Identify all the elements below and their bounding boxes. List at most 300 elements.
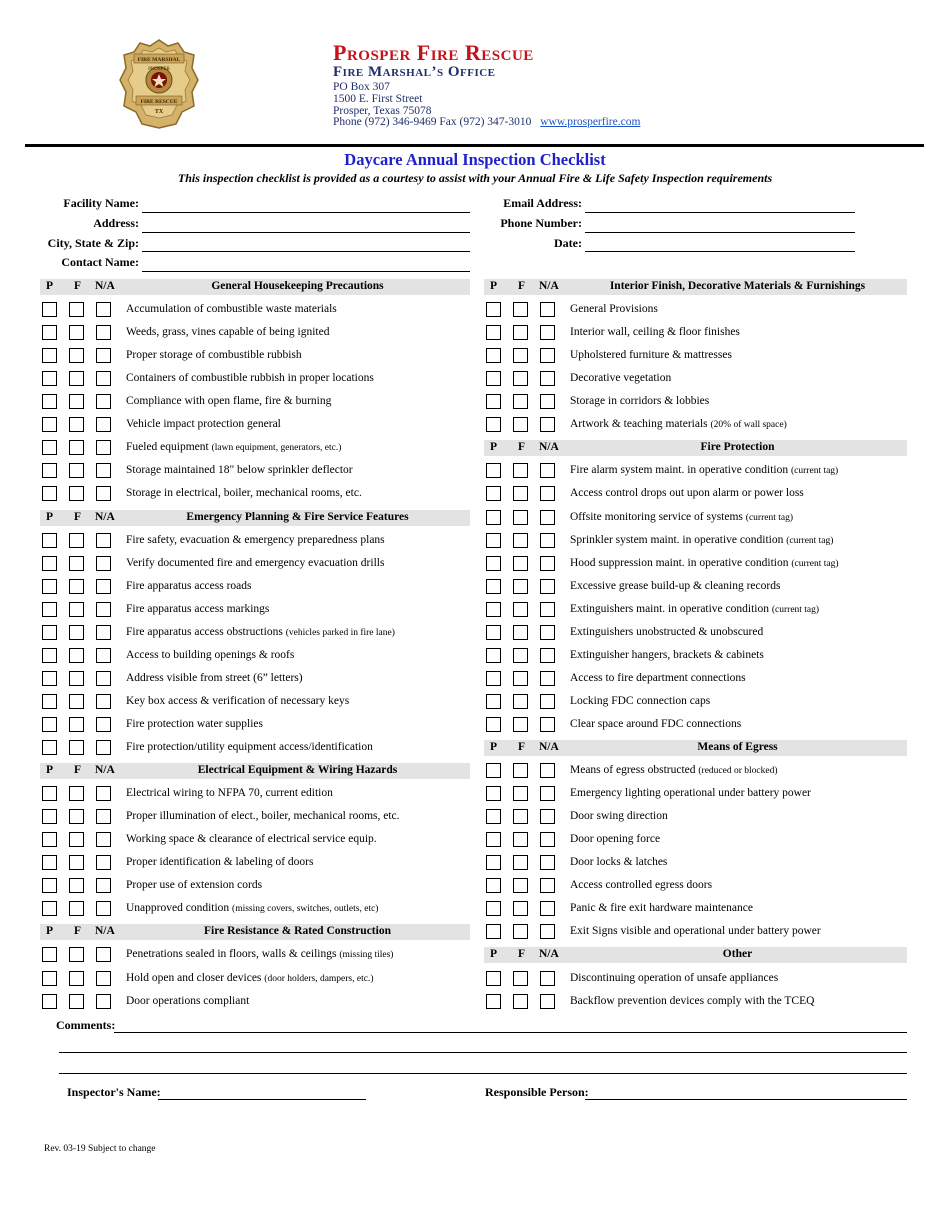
checklist-item bbox=[570, 718, 741, 730]
checkbox-na[interactable] bbox=[96, 809, 111, 824]
checkbox-f[interactable] bbox=[513, 971, 528, 986]
checklist-item bbox=[570, 303, 658, 315]
checkbox-na[interactable] bbox=[96, 901, 111, 916]
checkbox-na[interactable] bbox=[96, 463, 111, 478]
checkbox-f[interactable] bbox=[513, 717, 528, 732]
checkbox-na[interactable] bbox=[96, 947, 111, 962]
section-title-other: Other bbox=[722, 948, 753, 961]
checkbox-p[interactable] bbox=[42, 417, 57, 432]
item-text: Electrical wiring to NFPA 70, current edition bbox=[126, 787, 333, 800]
checkbox-na[interactable] bbox=[540, 302, 555, 317]
checklist-item bbox=[126, 603, 269, 615]
checkbox-p[interactable] bbox=[486, 671, 501, 686]
checkbox-na[interactable] bbox=[540, 717, 555, 732]
checklist-item bbox=[570, 810, 668, 822]
item-text: Clear space around FDC connections bbox=[570, 717, 742, 730]
checkbox-na[interactable] bbox=[96, 717, 111, 732]
checkbox-p[interactable] bbox=[42, 371, 57, 386]
checkbox-p[interactable] bbox=[42, 786, 57, 801]
checkbox-na[interactable] bbox=[540, 763, 555, 778]
checkbox-f[interactable] bbox=[69, 486, 84, 501]
badge-text-mid: PROSPER bbox=[148, 67, 170, 72]
section-title-fire-resistance-and-rated-construction: Fire Resistance & Rated Construction bbox=[204, 925, 391, 938]
item-text: Discontinuing operation of unsafe appliances bbox=[570, 971, 779, 984]
facility-name-label: Facility Name: bbox=[63, 196, 139, 210]
checkbox-p[interactable] bbox=[486, 486, 501, 501]
col-label-f: F bbox=[518, 441, 526, 454]
checklist-item bbox=[126, 649, 294, 661]
section-title-interior-finish-decorative-materials-and-furnishings: Interior Finish, Decorative Materials & Furnishings bbox=[609, 280, 866, 292]
checkbox-p[interactable] bbox=[486, 302, 501, 317]
checkbox-f[interactable] bbox=[513, 302, 528, 317]
checkbox-na[interactable] bbox=[540, 325, 555, 340]
checklist-item bbox=[570, 787, 811, 799]
checkbox-f[interactable] bbox=[69, 394, 84, 409]
checkbox-p[interactable] bbox=[486, 855, 501, 870]
item-text: Extinguishers maint. in operative condition bbox=[570, 602, 772, 615]
contact-line bbox=[333, 116, 640, 129]
checkbox-na[interactable] bbox=[540, 994, 555, 1009]
item-note: (current tag) bbox=[786, 535, 834, 546]
checkbox-f[interactable] bbox=[513, 394, 528, 409]
checklist-item bbox=[126, 810, 400, 822]
checkbox-f[interactable] bbox=[513, 602, 528, 617]
checkbox-na[interactable] bbox=[96, 556, 111, 571]
checklist-item bbox=[126, 741, 373, 753]
checkbox-f[interactable] bbox=[69, 440, 84, 455]
checkbox-p[interactable] bbox=[486, 924, 501, 939]
checkbox-na[interactable] bbox=[96, 971, 111, 986]
checkbox-na[interactable] bbox=[540, 786, 555, 801]
checkbox-p[interactable] bbox=[42, 394, 57, 409]
checklist-item bbox=[126, 948, 393, 960]
checkbox-f[interactable] bbox=[513, 556, 528, 571]
checkbox-na[interactable] bbox=[96, 740, 111, 755]
checklist-item bbox=[570, 603, 819, 615]
document-title: Daycare Annual Inspection Checklist bbox=[344, 150, 606, 169]
checkbox-p[interactable] bbox=[486, 556, 501, 571]
checklist-item bbox=[126, 395, 331, 407]
checkbox-p[interactable] bbox=[42, 855, 57, 870]
address-label: Address: bbox=[93, 216, 139, 230]
section-title-fire-protection: Fire Protection bbox=[700, 441, 775, 454]
col-label-na: N/A bbox=[539, 948, 559, 961]
item-text: Working space & clearance of electrical service equip. bbox=[126, 833, 377, 846]
item-text: Panic & fire exit hardware maintenance bbox=[570, 902, 753, 915]
checklist-item bbox=[570, 372, 671, 384]
checkbox-f[interactable] bbox=[69, 302, 84, 317]
item-text: Exit Signs visible and operational under battery power bbox=[570, 925, 821, 938]
checkbox-f[interactable] bbox=[69, 740, 84, 755]
item-text: Storage in electrical, boiler, mechanical rooms, etc. bbox=[126, 487, 362, 500]
checkbox-f[interactable] bbox=[69, 417, 84, 432]
comments-line-1[interactable] bbox=[114, 1032, 907, 1033]
checkbox-p[interactable] bbox=[486, 694, 501, 709]
checkbox-p[interactable] bbox=[42, 579, 57, 594]
contact-name-field[interactable] bbox=[142, 271, 470, 272]
item-text: Access to building openings & roofs bbox=[126, 648, 295, 661]
checkbox-f[interactable] bbox=[513, 486, 528, 501]
checkbox-na[interactable] bbox=[96, 832, 111, 847]
checkbox-na[interactable] bbox=[540, 579, 555, 594]
checklist-item bbox=[570, 464, 838, 476]
fire-marshal-badge-logo bbox=[118, 38, 200, 130]
col-label-f: F bbox=[74, 925, 82, 938]
phone-number-label: Phone Number: bbox=[500, 216, 582, 230]
checkbox-p[interactable] bbox=[42, 463, 57, 478]
checkbox-na[interactable] bbox=[540, 463, 555, 478]
checkbox-p[interactable] bbox=[486, 463, 501, 478]
checkbox-f[interactable] bbox=[69, 463, 84, 478]
checklist-item bbox=[126, 995, 249, 1007]
item-text: Fire alarm system maint. in operative condition bbox=[570, 464, 792, 477]
checkbox-f[interactable] bbox=[513, 463, 528, 478]
checkbox-na[interactable] bbox=[96, 325, 111, 340]
item-note: (current tag) bbox=[771, 604, 820, 615]
col-label-p: P bbox=[490, 948, 498, 961]
checkbox-na[interactable] bbox=[540, 924, 555, 939]
checkbox-p[interactable] bbox=[42, 648, 57, 663]
checkbox-na[interactable] bbox=[540, 901, 555, 916]
item-note: (missing covers, switches, outlets, etc) bbox=[232, 904, 379, 915]
item-text: Door operations compliant bbox=[126, 994, 250, 1007]
checkbox-f[interactable] bbox=[69, 786, 84, 801]
checkbox-p[interactable] bbox=[42, 901, 57, 916]
col-label-p: P bbox=[490, 280, 498, 292]
checkbox-p[interactable] bbox=[486, 394, 501, 409]
checkbox-f[interactable] bbox=[513, 671, 528, 686]
contact-name-label: Contact Name: bbox=[61, 255, 139, 269]
checkbox-p[interactable] bbox=[42, 740, 57, 755]
item-text: Door opening force bbox=[570, 833, 661, 846]
section-title-general-housekeeping-precautions: General Housekeeping Precautions bbox=[211, 280, 384, 292]
checkbox-p[interactable] bbox=[486, 878, 501, 893]
checkbox-p[interactable] bbox=[486, 786, 501, 801]
checkbox-p[interactable] bbox=[486, 994, 501, 1009]
checkbox-p[interactable] bbox=[486, 901, 501, 916]
checkbox-na[interactable] bbox=[96, 533, 111, 548]
checklist-item bbox=[570, 695, 710, 707]
checkbox-na[interactable] bbox=[540, 602, 555, 617]
item-text: Proper use of extension cords bbox=[126, 879, 263, 892]
item-note: (current tag) bbox=[791, 466, 839, 477]
checkbox-na[interactable] bbox=[540, 671, 555, 686]
phone-fax: Phone (972) 346-9469 Fax (972) 347-3010 bbox=[333, 116, 532, 128]
checkbox-na[interactable] bbox=[96, 694, 111, 709]
checkbox-p[interactable] bbox=[486, 648, 501, 663]
checklist-item bbox=[126, 672, 303, 684]
col-label-f: F bbox=[518, 948, 526, 961]
checkbox-p[interactable] bbox=[486, 809, 501, 824]
item-text: Backflow prevention devices comply with the TCEQ bbox=[570, 994, 815, 1007]
checkbox-f[interactable] bbox=[69, 533, 84, 548]
col-label-f: F bbox=[74, 510, 82, 523]
checkbox-f[interactable] bbox=[69, 971, 84, 986]
checkbox-p[interactable] bbox=[42, 671, 57, 686]
checkbox-na[interactable] bbox=[96, 302, 111, 317]
item-text: Sprinkler system maint. in operative condition bbox=[570, 533, 787, 546]
item-note: (reduced or blocked) bbox=[698, 766, 778, 777]
checkbox-na[interactable] bbox=[540, 832, 555, 847]
checklist-item bbox=[126, 326, 329, 338]
checklist-item bbox=[570, 972, 778, 984]
checkbox-na[interactable] bbox=[96, 417, 111, 432]
checkbox-na[interactable] bbox=[540, 648, 555, 663]
checklist-item bbox=[126, 303, 337, 315]
checkbox-f[interactable] bbox=[69, 694, 84, 709]
checkbox-f[interactable] bbox=[69, 556, 84, 571]
checkbox-na[interactable] bbox=[540, 809, 555, 824]
item-text: Access control drops out upon alarm or power loss bbox=[570, 487, 804, 500]
checklist-item bbox=[126, 856, 313, 868]
checkbox-p[interactable] bbox=[42, 440, 57, 455]
checkbox-na[interactable] bbox=[540, 694, 555, 709]
item-note: (vehicles parked in fire lane) bbox=[285, 627, 395, 638]
checkbox-f[interactable] bbox=[69, 371, 84, 386]
checkbox-f[interactable] bbox=[513, 855, 528, 870]
checkbox-na[interactable] bbox=[540, 486, 555, 501]
checkbox-na[interactable] bbox=[540, 855, 555, 870]
checklist-item bbox=[126, 972, 374, 984]
checkbox-f[interactable] bbox=[69, 832, 84, 847]
checkbox-f[interactable] bbox=[69, 878, 84, 893]
checkbox-na[interactable] bbox=[96, 371, 111, 386]
checkbox-f[interactable] bbox=[69, 809, 84, 824]
address-city: Prosper, Texas 75078 bbox=[333, 105, 432, 117]
item-text: General Provisions bbox=[570, 303, 658, 316]
checkbox-p[interactable] bbox=[42, 971, 57, 986]
checkbox-p[interactable] bbox=[42, 947, 57, 962]
checkbox-na[interactable] bbox=[96, 625, 111, 640]
checkbox-p[interactable] bbox=[42, 533, 57, 548]
col-label-p: P bbox=[490, 441, 498, 454]
checkbox-f[interactable] bbox=[69, 579, 84, 594]
item-text: Fire protection/utility equipment access/identification bbox=[126, 741, 373, 753]
checkbox-f[interactable] bbox=[513, 371, 528, 386]
checkbox-na[interactable] bbox=[540, 348, 555, 363]
checkbox-f[interactable] bbox=[69, 348, 84, 363]
checkbox-na[interactable] bbox=[96, 579, 111, 594]
checkbox-na[interactable] bbox=[96, 648, 111, 663]
checklist-item bbox=[570, 418, 787, 430]
checkbox-p[interactable] bbox=[486, 325, 501, 340]
checkbox-p[interactable] bbox=[42, 348, 57, 363]
checkbox-p[interactable] bbox=[486, 763, 501, 778]
badge-text-bottom: FIRE RESCUE bbox=[140, 99, 178, 105]
checkbox-f[interactable] bbox=[513, 786, 528, 801]
checkbox-p[interactable] bbox=[42, 694, 57, 709]
checkbox-f[interactable] bbox=[513, 809, 528, 824]
checkbox-na[interactable] bbox=[540, 971, 555, 986]
item-text: Penetrations sealed in floors, walls & ceilings bbox=[126, 948, 340, 961]
checkbox-na[interactable] bbox=[96, 786, 111, 801]
item-text: Accumulation of combustible waste materials bbox=[126, 303, 337, 316]
checkbox-p[interactable] bbox=[486, 579, 501, 594]
item-text: Access to fire department connections bbox=[570, 671, 746, 684]
checkbox-na[interactable] bbox=[540, 533, 555, 548]
checklist-item bbox=[126, 557, 384, 569]
checkbox-na[interactable] bbox=[540, 417, 555, 432]
checkbox-f[interactable] bbox=[69, 325, 84, 340]
checkbox-na[interactable] bbox=[540, 625, 555, 640]
col-label-p: P bbox=[46, 510, 54, 523]
checkbox-p[interactable] bbox=[486, 371, 501, 386]
checklist-item bbox=[126, 902, 378, 914]
checkbox-f[interactable] bbox=[513, 994, 528, 1009]
comments-line-2[interactable] bbox=[59, 1052, 907, 1053]
col-label-na: N/A bbox=[95, 925, 115, 938]
checkbox-p[interactable] bbox=[486, 417, 501, 432]
checklist-item bbox=[570, 925, 821, 937]
email-address-label: Email Address: bbox=[503, 196, 582, 210]
item-text: Vehicle impact protection general bbox=[126, 418, 281, 431]
checkbox-na[interactable] bbox=[540, 556, 555, 571]
comments-line-3[interactable] bbox=[59, 1073, 907, 1074]
item-text: Hold open and closer devices bbox=[126, 971, 265, 984]
checkbox-f[interactable] bbox=[513, 625, 528, 640]
section-title-emergency-planning-and-fire-service-features: Emergency Planning & Fire Service Features bbox=[186, 510, 409, 523]
checklist-item bbox=[570, 511, 793, 523]
checkbox-f[interactable] bbox=[513, 832, 528, 847]
address-po-box: PO Box 307 bbox=[333, 81, 390, 93]
item-text: Fire safety, evacuation & emergency preparedness plans bbox=[126, 533, 385, 546]
checkbox-f[interactable] bbox=[513, 579, 528, 594]
checkbox-p[interactable] bbox=[42, 556, 57, 571]
checklist-item bbox=[126, 418, 281, 430]
checkbox-f[interactable] bbox=[513, 648, 528, 663]
inspector-name-field[interactable] bbox=[158, 1099, 366, 1100]
checkbox-p[interactable] bbox=[42, 302, 57, 317]
checklist-item bbox=[126, 441, 341, 453]
item-note: (door holders, dampers, etc.) bbox=[264, 973, 374, 984]
checkbox-p[interactable] bbox=[486, 625, 501, 640]
checkbox-na[interactable] bbox=[96, 486, 111, 501]
checkbox-p[interactable] bbox=[486, 510, 501, 525]
checkbox-f[interactable] bbox=[513, 694, 528, 709]
checkbox-p[interactable] bbox=[486, 348, 501, 363]
checkbox-p[interactable] bbox=[42, 486, 57, 501]
responsible-person-field[interactable] bbox=[585, 1099, 907, 1100]
checkbox-na[interactable] bbox=[540, 371, 555, 386]
checkbox-na[interactable] bbox=[96, 878, 111, 893]
email-address-field[interactable] bbox=[585, 212, 855, 213]
checkbox-f[interactable] bbox=[513, 533, 528, 548]
checkbox-p[interactable] bbox=[486, 717, 501, 732]
item-text: Door locks & latches bbox=[570, 856, 668, 869]
checkbox-p[interactable] bbox=[486, 533, 501, 548]
item-text: Offsite monitoring service of systems bbox=[570, 510, 746, 523]
address-field[interactable] bbox=[142, 232, 470, 233]
checkbox-f[interactable] bbox=[69, 602, 84, 617]
phone-number-field[interactable] bbox=[585, 232, 855, 233]
checkbox-f[interactable] bbox=[69, 947, 84, 962]
checklist-item bbox=[126, 626, 395, 638]
col-label-na: N/A bbox=[95, 280, 115, 292]
document-subtitle: This inspection checklist is provided as a courtesy to assist with your Annual Fire & Life Safety Inspection requirements bbox=[177, 171, 773, 185]
item-text: Locking FDC connection caps bbox=[570, 694, 711, 707]
revision-note: Rev. 03-19 Subject to change bbox=[44, 1144, 156, 1154]
item-text: Proper storage of combustible rubbish bbox=[126, 349, 302, 362]
item-text: Containers of combustible rubbish in proper locations bbox=[126, 372, 374, 385]
col-label-f: F bbox=[74, 764, 82, 777]
checklist-item bbox=[126, 349, 302, 361]
checkbox-na[interactable] bbox=[540, 878, 555, 893]
date-field[interactable] bbox=[585, 251, 855, 252]
checkbox-f[interactable] bbox=[513, 924, 528, 939]
checkbox-f[interactable] bbox=[513, 901, 528, 916]
item-text: Key box access & verification of necessary keys bbox=[126, 694, 350, 707]
checkbox-f[interactable] bbox=[513, 763, 528, 778]
checklist-item bbox=[570, 326, 740, 338]
facility-name-field[interactable] bbox=[142, 212, 470, 213]
checklist-item bbox=[570, 879, 712, 891]
checkbox-p[interactable] bbox=[42, 994, 57, 1009]
checkbox-na[interactable] bbox=[96, 602, 111, 617]
checklist-item bbox=[570, 580, 780, 592]
checklist-item bbox=[126, 580, 252, 592]
checkbox-p[interactable] bbox=[42, 602, 57, 617]
checkbox-f[interactable] bbox=[513, 510, 528, 525]
checkbox-p[interactable] bbox=[42, 809, 57, 824]
checkbox-na[interactable] bbox=[96, 394, 111, 409]
checkbox-p[interactable] bbox=[42, 717, 57, 732]
header-divider bbox=[25, 144, 924, 147]
item-note: (current tag) bbox=[745, 512, 793, 523]
checkbox-p[interactable] bbox=[486, 971, 501, 986]
checkbox-p[interactable] bbox=[486, 602, 501, 617]
checkbox-p[interactable] bbox=[42, 625, 57, 640]
website-link[interactable]: www.prosperfire.com bbox=[540, 116, 641, 128]
item-text: Hood suppression maint. in operative condition bbox=[570, 556, 792, 569]
checkbox-na[interactable] bbox=[96, 348, 111, 363]
checklist-item bbox=[570, 902, 753, 914]
checklist-item bbox=[570, 395, 709, 407]
checkbox-p[interactable] bbox=[42, 878, 57, 893]
checklist-item bbox=[126, 464, 353, 476]
item-text: Unapproved condition bbox=[126, 902, 233, 915]
office-name: Fire Marshal’s Office bbox=[333, 64, 496, 80]
checkbox-f[interactable] bbox=[513, 417, 528, 432]
checkbox-f[interactable] bbox=[513, 878, 528, 893]
checkbox-f[interactable] bbox=[513, 325, 528, 340]
item-note: (missing tiles) bbox=[339, 950, 394, 961]
checkbox-f[interactable] bbox=[69, 901, 84, 916]
checkbox-p[interactable] bbox=[42, 832, 57, 847]
checklist-item bbox=[570, 856, 667, 868]
checkbox-f[interactable] bbox=[69, 625, 84, 640]
checkbox-f[interactable] bbox=[69, 717, 84, 732]
checkbox-na[interactable] bbox=[96, 440, 111, 455]
col-label-f: F bbox=[518, 741, 526, 753]
checkbox-na[interactable] bbox=[540, 510, 555, 525]
checkbox-na[interactable] bbox=[96, 855, 111, 870]
checkbox-na[interactable] bbox=[540, 394, 555, 409]
city-state-zip-field[interactable] bbox=[142, 251, 470, 252]
checkbox-f[interactable] bbox=[69, 994, 84, 1009]
checkbox-p[interactable] bbox=[486, 832, 501, 847]
checkbox-na[interactable] bbox=[96, 671, 111, 686]
checkbox-f[interactable] bbox=[69, 648, 84, 663]
checkbox-f[interactable] bbox=[69, 671, 84, 686]
checklist-item bbox=[126, 833, 377, 845]
item-text: Fueled equipment bbox=[126, 441, 212, 454]
checkbox-f[interactable] bbox=[513, 348, 528, 363]
checkbox-f[interactable] bbox=[69, 855, 84, 870]
checkbox-na[interactable] bbox=[96, 994, 111, 1009]
checkbox-p[interactable] bbox=[42, 325, 57, 340]
checklist-item bbox=[570, 649, 764, 661]
checklist-item bbox=[570, 764, 778, 776]
